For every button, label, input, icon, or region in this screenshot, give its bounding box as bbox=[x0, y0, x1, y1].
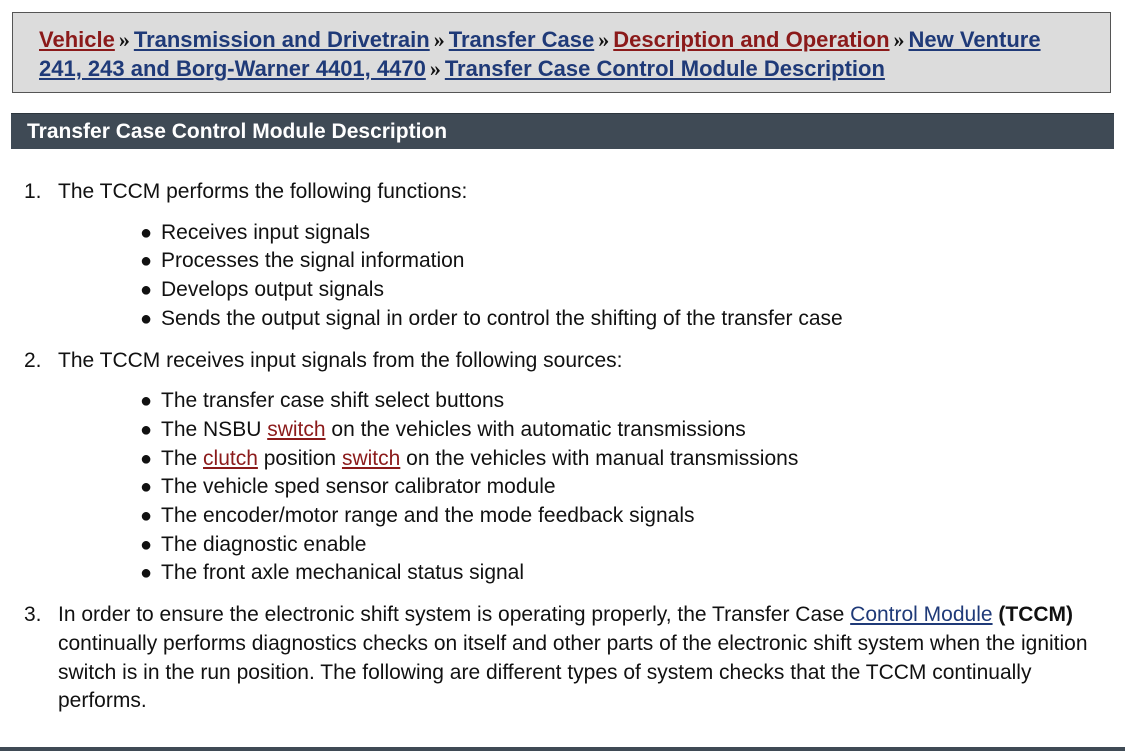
bullet-item bbox=[58, 473, 1095, 502]
bullet-text: on the vehicles with manual transmissions bbox=[400, 446, 799, 470]
breadcrumb-link-new-venture[interactable]: New Venture 241, 243 and Borg-Warner 4401, 4470 bbox=[39, 27, 1041, 81]
list-item-text: continually performs diagnostics checks on itself and other parts of the electronic shift system when the ignition switch is in the run position. The following are different types of system checks that the TCCM continually performs. bbox=[58, 631, 1088, 713]
switch-link[interactable]: switch bbox=[341, 446, 401, 470]
bullet-text: Develops output signals bbox=[161, 278, 384, 302]
bullet-list bbox=[58, 219, 1095, 334]
bullet-text: The diagnostic enable bbox=[161, 532, 367, 556]
breadcrumb-separator: » bbox=[433, 27, 445, 52]
bullet-text: The bbox=[161, 446, 204, 470]
control-module-link[interactable]: Control Module bbox=[850, 603, 993, 627]
list-item bbox=[0, 601, 1125, 716]
bullet-text: on the vehicles with automatic transmissions bbox=[325, 417, 746, 441]
bullet-item bbox=[58, 276, 1095, 305]
bullet-item bbox=[58, 502, 1095, 531]
bullet-text: The front axle mechanical status signal bbox=[161, 561, 525, 585]
bullet-item bbox=[58, 219, 1095, 248]
bullet-icon: ● bbox=[140, 447, 153, 470]
breadcrumb-link-description[interactable]: Description and Operation bbox=[613, 27, 890, 52]
bullet-icon: ● bbox=[140, 279, 153, 302]
bottom-divider bbox=[0, 747, 1125, 751]
bullet-item bbox=[58, 247, 1095, 276]
bullet-text: Sends the output signal in order to control the shifting of the transfer case bbox=[161, 306, 843, 330]
bullet-text: The NSBU bbox=[161, 417, 268, 441]
list-item bbox=[0, 347, 1125, 589]
bullet-item bbox=[58, 445, 1095, 474]
list-number: 1. bbox=[24, 180, 42, 203]
list-item-text: The TCCM receives input signals from the following sources: bbox=[58, 348, 623, 372]
breadcrumb-separator: » bbox=[429, 56, 441, 81]
bullet-text: The transfer case shift select buttons bbox=[161, 389, 505, 413]
bullet-item bbox=[58, 416, 1095, 445]
bullet-icon: ● bbox=[140, 418, 153, 441]
content-body bbox=[0, 178, 1125, 716]
section-title: Transfer Case Control Module Description bbox=[11, 113, 1114, 149]
bullet-icon: ● bbox=[140, 307, 153, 330]
bullet-icon: ● bbox=[140, 250, 153, 273]
list-item-text: In order to ensure the electronic shift system is operating properly, the Transfer Case bbox=[58, 603, 851, 627]
list-number: 3. bbox=[24, 603, 42, 627]
tccm-abbreviation: (TCCM) bbox=[998, 603, 1074, 627]
breadcrumb bbox=[12, 12, 1111, 93]
bullet-text: The vehicle sped sensor calibrator module bbox=[161, 475, 556, 499]
breadcrumb-link-transfer-case[interactable]: Transfer Case bbox=[448, 27, 595, 52]
breadcrumb-link-tccm-description[interactable]: Transfer Case Control Module Description bbox=[444, 56, 885, 81]
breadcrumb-link-transmission[interactable]: Transmission and Drivetrain bbox=[133, 27, 430, 52]
bullet-icon: ● bbox=[140, 390, 153, 413]
bullet-item bbox=[58, 305, 1095, 334]
breadcrumb-separator: » bbox=[118, 27, 130, 52]
list-item bbox=[0, 178, 1125, 334]
bullet-text: Processes the signal information bbox=[161, 249, 465, 273]
bullet-item bbox=[58, 559, 1095, 588]
list-item-text: The TCCM performs the following functions: bbox=[58, 180, 468, 203]
switch-link[interactable]: switch bbox=[267, 417, 326, 441]
bullet-item bbox=[58, 531, 1095, 560]
breadcrumb-link-vehicle[interactable]: Vehicle bbox=[39, 27, 115, 52]
bullet-list bbox=[58, 387, 1095, 588]
bullet-text: position bbox=[257, 446, 342, 470]
bullet-text: Receives input signals bbox=[161, 220, 370, 244]
bullet-icon: ● bbox=[140, 562, 153, 585]
breadcrumb-separator: » bbox=[893, 27, 905, 52]
bullet-icon: ● bbox=[140, 221, 153, 244]
breadcrumb-separator: » bbox=[598, 27, 610, 52]
breadcrumb-trail bbox=[39, 25, 1084, 83]
clutch-link[interactable]: clutch bbox=[203, 446, 258, 470]
list-number: 2. bbox=[24, 348, 42, 372]
bullet-icon: ● bbox=[140, 533, 153, 556]
bullet-item bbox=[58, 387, 1095, 416]
bullet-icon: ● bbox=[140, 505, 153, 528]
bullet-text: The encoder/motor range and the mode feedback signals bbox=[161, 504, 695, 528]
bullet-icon: ● bbox=[140, 476, 153, 499]
